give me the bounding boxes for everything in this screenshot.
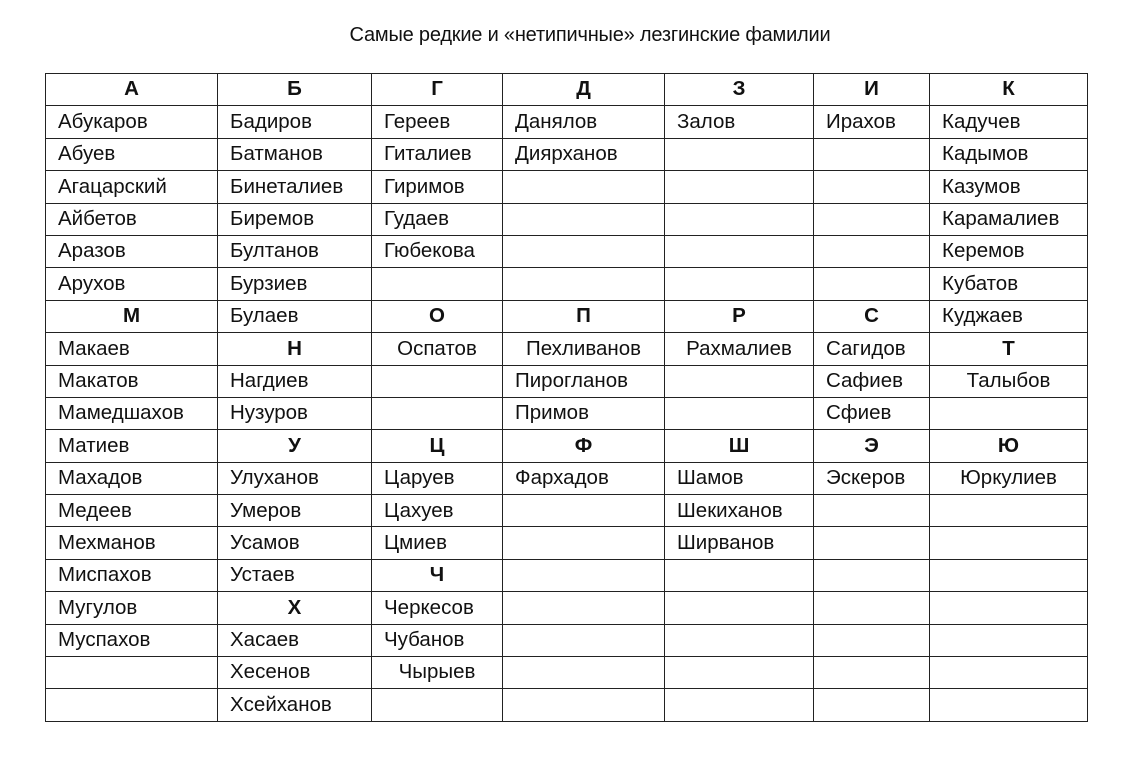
surname-cell: Данялов <box>503 106 665 138</box>
empty-cell <box>665 138 814 170</box>
empty-cell <box>814 495 930 527</box>
empty-cell <box>930 495 1088 527</box>
empty-cell <box>503 235 665 267</box>
surname-cell: Гудаев <box>372 203 503 235</box>
table-row <box>46 268 1088 300</box>
surname-cell: Гиталиев <box>372 138 503 170</box>
surname-cell: Кадучев <box>930 106 1088 138</box>
surname-cell: Айбетов <box>46 203 218 235</box>
empty-cell <box>503 527 665 559</box>
surname-cell: Макаев <box>46 333 218 365</box>
table-body <box>46 74 1088 722</box>
empty-cell <box>814 689 930 721</box>
surname-cell: Пирогланов <box>503 365 665 397</box>
letter-header-cell: Н <box>218 333 372 365</box>
letter-header-cell: З <box>665 74 814 106</box>
empty-cell <box>665 624 814 656</box>
empty-cell <box>503 624 665 656</box>
surname-cell: Талыбов <box>930 365 1088 397</box>
surname-cell: Фархадов <box>503 462 665 494</box>
surname-cell: Биремов <box>218 203 372 235</box>
empty-cell <box>503 559 665 591</box>
table-row <box>46 559 1088 591</box>
letter-header-cell: Ц <box>372 430 503 462</box>
empty-cell <box>814 235 930 267</box>
surname-cell: Куджаев <box>930 300 1088 332</box>
surname-cell: Шекиханов <box>665 495 814 527</box>
surname-cell: Чырыев <box>372 657 503 689</box>
empty-cell <box>503 592 665 624</box>
empty-cell <box>665 365 814 397</box>
letter-header-cell: Т <box>930 333 1088 365</box>
letter-header-cell: Ю <box>930 430 1088 462</box>
letter-header-cell: И <box>814 74 930 106</box>
table-row <box>46 235 1088 267</box>
letter-header-cell: Ф <box>503 430 665 462</box>
surname-cell: Шамов <box>665 462 814 494</box>
surname-cell: Батманов <box>218 138 372 170</box>
table-row <box>46 203 1088 235</box>
empty-cell <box>814 203 930 235</box>
surname-cell: Сафиев <box>814 365 930 397</box>
surname-cell: Черкесов <box>372 592 503 624</box>
surname-cell: Хасаев <box>218 624 372 656</box>
surname-cell: Цахуев <box>372 495 503 527</box>
empty-cell <box>503 268 665 300</box>
surname-cell: Сагидов <box>814 333 930 365</box>
empty-cell <box>814 657 930 689</box>
surnames-table <box>45 73 1088 722</box>
surname-cell: Примов <box>503 397 665 429</box>
surname-cell: Юркулиев <box>930 462 1088 494</box>
letter-header-cell: У <box>218 430 372 462</box>
empty-cell <box>503 495 665 527</box>
surname-cell: Оспатов <box>372 333 503 365</box>
surname-cell: Устаев <box>218 559 372 591</box>
letter-header-cell: Г <box>372 74 503 106</box>
surname-cell: Улуханов <box>218 462 372 494</box>
surname-cell: Абуев <box>46 138 218 170</box>
empty-cell <box>930 397 1088 429</box>
empty-cell <box>372 365 503 397</box>
surname-cell: Залов <box>665 106 814 138</box>
empty-cell <box>372 689 503 721</box>
surname-cell: Эскеров <box>814 462 930 494</box>
surname-cell: Казумов <box>930 171 1088 203</box>
surname-cell: Нагдиев <box>218 365 372 397</box>
empty-cell <box>665 657 814 689</box>
surname-cell: Рахмалиев <box>665 333 814 365</box>
surname-cell: Макатов <box>46 365 218 397</box>
letter-header-cell: Д <box>503 74 665 106</box>
empty-cell <box>46 689 218 721</box>
empty-cell <box>372 268 503 300</box>
letter-header-cell: Х <box>218 592 372 624</box>
surname-cell: Кубатов <box>930 268 1088 300</box>
table-row <box>46 171 1088 203</box>
empty-cell <box>503 657 665 689</box>
table-row <box>46 689 1088 721</box>
surname-cell: Хесенов <box>218 657 372 689</box>
empty-cell <box>930 559 1088 591</box>
empty-cell <box>665 203 814 235</box>
surname-cell: Муспахов <box>46 624 218 656</box>
table-row <box>46 397 1088 429</box>
surname-cell: Диярханов <box>503 138 665 170</box>
surname-cell: Гереев <box>372 106 503 138</box>
surname-cell: Кадымов <box>930 138 1088 170</box>
surname-cell: Чубанов <box>372 624 503 656</box>
surname-cell: Медеев <box>46 495 218 527</box>
empty-cell <box>46 657 218 689</box>
empty-cell <box>814 268 930 300</box>
table-row <box>46 74 1088 106</box>
empty-cell <box>503 689 665 721</box>
empty-cell <box>814 527 930 559</box>
surname-cell: Мехманов <box>46 527 218 559</box>
letter-header-cell: А <box>46 74 218 106</box>
table-row <box>46 138 1088 170</box>
surname-cell: Миспахов <box>46 559 218 591</box>
surname-cell: Ширванов <box>665 527 814 559</box>
empty-cell <box>665 171 814 203</box>
empty-cell <box>665 235 814 267</box>
surname-cell: Хсейханов <box>218 689 372 721</box>
surname-cell: Бадиров <box>218 106 372 138</box>
empty-cell <box>930 592 1088 624</box>
surname-cell: Ирахов <box>814 106 930 138</box>
empty-cell <box>503 203 665 235</box>
empty-cell <box>372 397 503 429</box>
surname-cell: Сфиев <box>814 397 930 429</box>
page-title: Самые редкие и «нетипичные» лезгинские фамилии <box>349 24 831 46</box>
empty-cell <box>930 689 1088 721</box>
surname-cell: Махадов <box>46 462 218 494</box>
surname-cell: Умеров <box>218 495 372 527</box>
empty-cell <box>814 624 930 656</box>
empty-cell <box>814 171 930 203</box>
surname-cell: Аразов <box>46 235 218 267</box>
surname-cell: Бурзиев <box>218 268 372 300</box>
letter-header-cell: К <box>930 74 1088 106</box>
letter-header-cell: О <box>372 300 503 332</box>
surname-cell: Нузуров <box>218 397 372 429</box>
surname-cell: Пехливанов <box>503 333 665 365</box>
table-row <box>46 495 1088 527</box>
table-row <box>46 430 1088 462</box>
empty-cell <box>665 397 814 429</box>
table-row <box>46 462 1088 494</box>
surname-cell: Царуев <box>372 462 503 494</box>
surname-cell: Карамалиев <box>930 203 1088 235</box>
table-row <box>46 106 1088 138</box>
table-row <box>46 592 1088 624</box>
empty-cell <box>814 559 930 591</box>
surname-cell: Агацарский <box>46 171 218 203</box>
letter-header-cell: С <box>814 300 930 332</box>
letter-header-cell: П <box>503 300 665 332</box>
surname-cell: Мугулов <box>46 592 218 624</box>
empty-cell <box>665 268 814 300</box>
table-row <box>46 624 1088 656</box>
empty-cell <box>665 559 814 591</box>
surname-cell: Цмиев <box>372 527 503 559</box>
surname-cell: Керемов <box>930 235 1088 267</box>
empty-cell <box>930 624 1088 656</box>
letter-header-cell: Ч <box>372 559 503 591</box>
surname-cell: Гюбекова <box>372 235 503 267</box>
surname-cell: Матиев <box>46 430 218 462</box>
surname-cell: Усамов <box>218 527 372 559</box>
table-row <box>46 333 1088 365</box>
surname-cell: Гиримов <box>372 171 503 203</box>
surname-cell: Булаев <box>218 300 372 332</box>
letter-header-cell: Ш <box>665 430 814 462</box>
empty-cell <box>930 527 1088 559</box>
empty-cell <box>814 138 930 170</box>
letter-header-cell: Р <box>665 300 814 332</box>
letter-header-cell: Б <box>218 74 372 106</box>
letter-header-cell: М <box>46 300 218 332</box>
table-row <box>46 365 1088 397</box>
surname-cell: Арухов <box>46 268 218 300</box>
empty-cell <box>503 171 665 203</box>
empty-cell <box>814 592 930 624</box>
empty-cell <box>930 657 1088 689</box>
letter-header-cell: Э <box>814 430 930 462</box>
table-row <box>46 300 1088 332</box>
surname-cell: Мамедшахов <box>46 397 218 429</box>
empty-cell <box>665 689 814 721</box>
surname-cell: Бинеталиев <box>218 171 372 203</box>
surname-cell: Абукаров <box>46 106 218 138</box>
table-row <box>46 657 1088 689</box>
empty-cell <box>665 592 814 624</box>
surname-cell: Бултанов <box>218 235 372 267</box>
table-row <box>46 527 1088 559</box>
